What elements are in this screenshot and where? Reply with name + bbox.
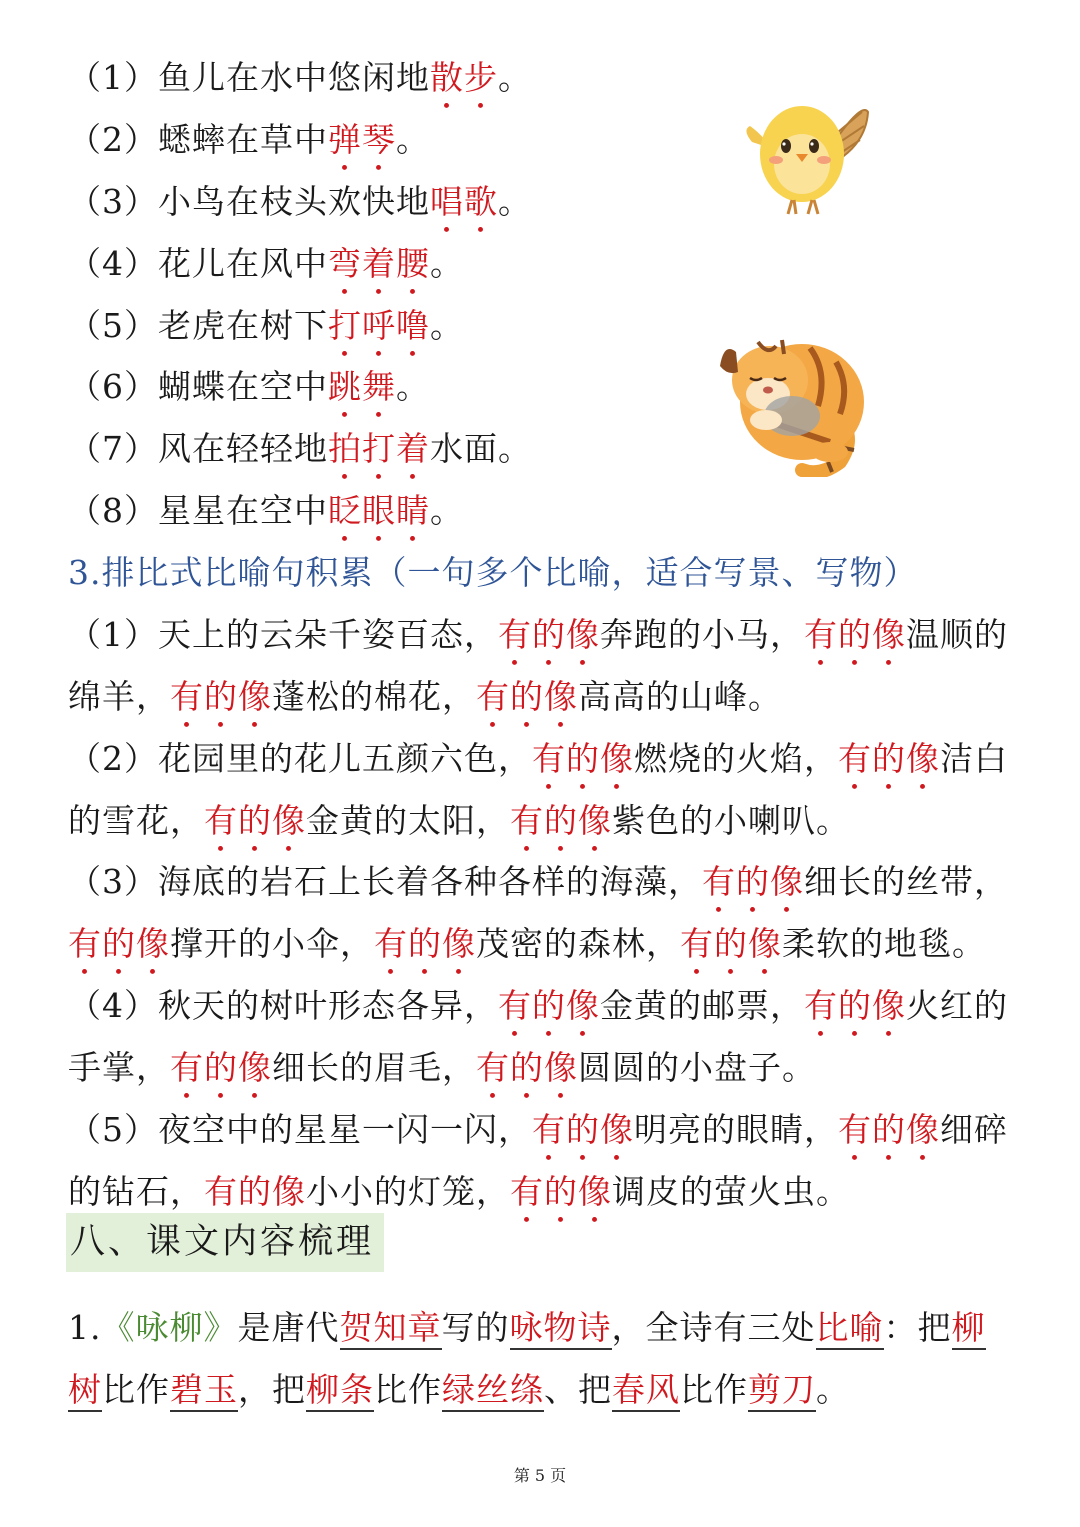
- list-item: （2）蟋蟀在草中弹琴。: [68, 120, 430, 159]
- list-item: （2）花园里的花儿五颜六色，有的像燃烧的火焰，有的像洁白: [68, 739, 1008, 778]
- list-item: （7）风在轻轻地拍打着水面。: [68, 429, 532, 468]
- list-item: （5）夜空中的星星一闪一闪，有的像明亮的眼睛，有的像细碎: [68, 1110, 1008, 1149]
- list-item: （4）秋天的树叶形态各异，有的像金黄的邮票，有的像火红的: [68, 986, 1008, 1025]
- chick-illustration: [742, 82, 872, 217]
- list-item: （1）天上的云朵千姿百态，有的像奔跑的小马，有的像温顺的: [68, 615, 1008, 654]
- list-item: （6）蝴蝶在空中跳舞。: [68, 367, 430, 406]
- list-item: （1）鱼儿在水中悠闲地散步。: [68, 58, 532, 97]
- list-item: 的钻石，有的像小小的灯笼，有的像调皮的萤火虫。: [68, 1172, 850, 1211]
- list-item: （3）海底的岩石上长着各种各样的海藻，有的像细长的丝带，: [68, 862, 1008, 901]
- list-item: 手掌，有的像细长的眉毛，有的像圆圆的小盘子。: [68, 1048, 816, 1087]
- parallel-heading: 3.排比式比喻句积累（一句多个比喻，适合写景、写物）: [68, 553, 918, 592]
- section-title: 八、课文内容梳理: [66, 1213, 384, 1272]
- list-item: （3）小鸟在枝头欢快地唱歌。: [68, 182, 532, 221]
- summary-line-2: 树比作碧玉，把柳条比作绿丝绦、把春风比作剪刀。: [68, 1364, 850, 1411]
- list-item: 的雪花，有的像金黄的太阳，有的像紫色的小喇叭。: [68, 801, 850, 840]
- sleeping-tiger-illustration: [710, 302, 868, 477]
- list-item: （4）花儿在风中弯着腰。: [68, 244, 464, 283]
- list-item: 绵羊，有的像蓬松的棉花，有的像高高的山峰。: [68, 677, 782, 716]
- list-item: （8）星星在空中眨眼睛。: [68, 491, 464, 530]
- summary-line-1: 1.《咏柳》是唐代贺知章写的咏物诗，全诗有三处比喻：把柳: [68, 1302, 986, 1349]
- page-number: 第 5 页: [513, 1466, 567, 1485]
- list-item: （5）老虎在树下打呼噜。: [68, 306, 464, 345]
- list-item: 有的像撑开的小伞，有的像茂密的森林，有的像柔软的地毯。: [68, 924, 986, 963]
